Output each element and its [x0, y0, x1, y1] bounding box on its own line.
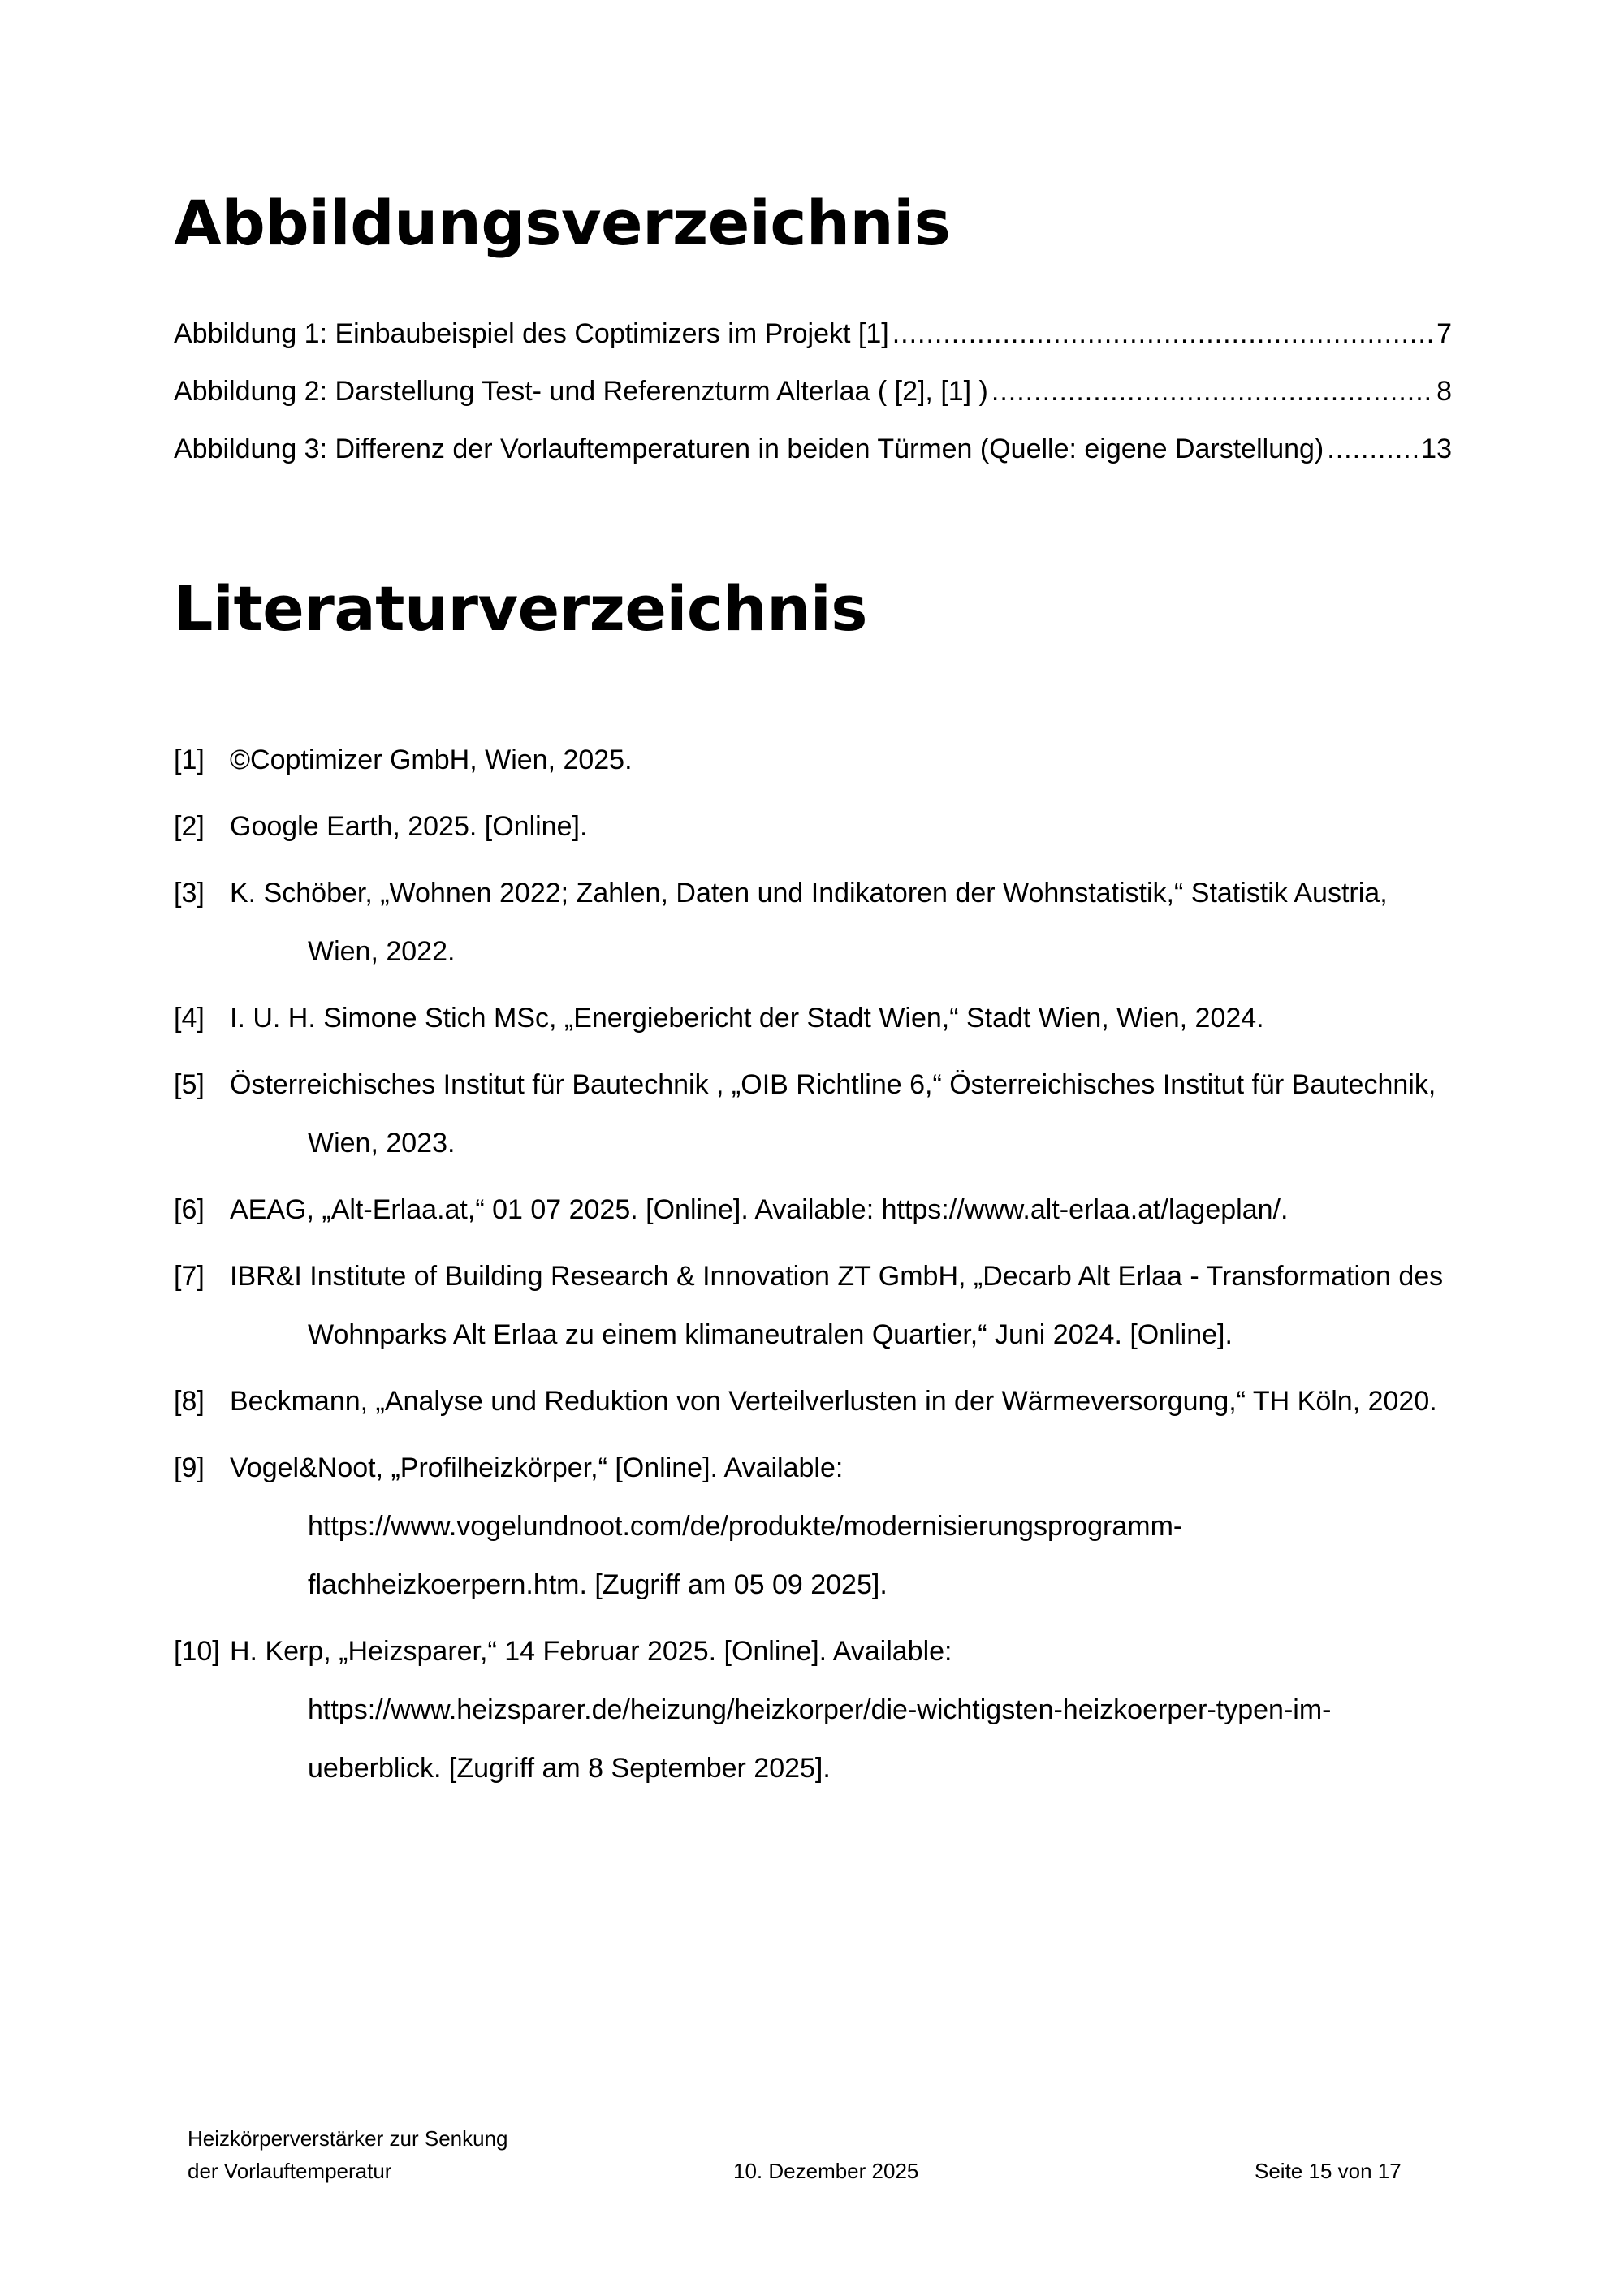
reference-entry — [174, 1622, 1473, 1798]
reference-number: [3] — [174, 878, 205, 908]
literature-heading: Literaturverzeichnis — [174, 572, 867, 645]
reference-entry — [174, 989, 1473, 1047]
footer-date: 10. Dezember 2025 — [733, 2159, 919, 2183]
reference-line: Österreichisches Institut für Bautechnik , „OIB Richtline 6,“ Österreichisches Institut für Bautechnik, — [230, 1069, 1436, 1100]
leader-dots — [1327, 429, 1418, 469]
figure-entry[interactable] — [174, 371, 1452, 429]
reference-text — [174, 1247, 1473, 1364]
reference-line: Google Earth, 2025. [Online]. — [230, 811, 588, 842]
reference-line: H. Kerp, „Heizsparer,“ 14 Februar 2025. [Online]. Available: — [230, 1636, 952, 1667]
reference-text — [174, 1055, 1473, 1172]
figure-label: Abbildung 2: Darstellung Test- und Referenzturm Alterlaa ( [2], [1] ) — [174, 376, 988, 407]
reference-line: AEAG, „Alt-Erlaa.at,“ 01 07 2025. [Online]. Available: https://www.alt-erlaa.at/lageplan/. — [230, 1194, 1289, 1225]
reference-number: [7] — [174, 1261, 205, 1292]
reference-entry — [174, 1180, 1473, 1239]
reference-entry — [174, 1247, 1473, 1364]
reference-text — [174, 1372, 1473, 1431]
reference-line: IBR&I Institute of Building Research & Innovation ZT GmbH, „Decarb Alt Erlaa - Transformation des — [230, 1261, 1444, 1292]
reference-line: https://www.heizsparer.de/heizung/heizkorper/die-wichtigsten-heizkoerper-typen-im- — [308, 1694, 1332, 1725]
reference-number: [5] — [174, 1069, 205, 1100]
reference-line: Wien, 2022. — [308, 936, 456, 967]
reference-entry — [174, 731, 1473, 789]
reference-text — [174, 1439, 1473, 1614]
reference-number: [10] — [174, 1636, 220, 1667]
reference-text — [174, 1622, 1473, 1798]
figure-entry[interactable] — [174, 429, 1452, 486]
reference-entry — [174, 864, 1473, 981]
reference-text — [174, 731, 1473, 789]
footer-title-line: der Vorlauftemperatur — [188, 2159, 392, 2183]
reference-number: [8] — [174, 1386, 205, 1417]
leader-dots — [991, 371, 1433, 412]
reference-text — [174, 797, 1473, 856]
reference-entry — [174, 1055, 1473, 1172]
leader-dots — [892, 313, 1433, 354]
reference-line: Beckmann, „Analyse und Reduktion von Verteilverlusten in der Wärmeversorgung,“ TH Köln, 2020. — [230, 1386, 1437, 1417]
reference-number: [9] — [174, 1452, 205, 1483]
reference-line: Wien, 2023. — [308, 1128, 456, 1159]
reference-line: Wohnparks Alt Erlaa zu einem klimaneutralen Quartier,“ Juni 2024. [Online]. — [308, 1319, 1233, 1350]
reference-line: https://www.vogelundnoot.com/de/produkte/modernisierungsprogramm- — [308, 1511, 1183, 1542]
reference-line: flachheizkoerpern.htm. [Zugriff am 05 09 2025]. — [308, 1569, 888, 1600]
figure-page: 13 — [1421, 434, 1452, 464]
reference-number: [4] — [174, 1003, 205, 1034]
reference-list — [174, 731, 1473, 1806]
figure-page: 7 — [1436, 318, 1452, 349]
reference-number: [2] — [174, 811, 205, 842]
reference-line: I. U. H. Simone Stich MSc, „Energiebericht der Stadt Wien,“ Stadt Wien, Wien, 2024. — [230, 1003, 1264, 1034]
footer-document-title — [188, 2122, 594, 2187]
figures-list — [174, 313, 1452, 486]
reference-text — [174, 989, 1473, 1047]
reference-text — [174, 1180, 1473, 1239]
reference-text — [174, 864, 1473, 981]
figure-page: 8 — [1436, 376, 1452, 407]
reference-number: [6] — [174, 1194, 205, 1225]
figures-heading: Abbildungsverzeichnis — [174, 187, 951, 259]
reference-line: Vogel&Noot, „Profilheizkörper,“ [Online]. Available: — [230, 1452, 844, 1483]
reference-line: ueberblick. [Zugriff am 8 September 2025]. — [308, 1753, 831, 1784]
footer-page-number: Seite 15 von 17 — [1255, 2159, 1402, 2183]
reference-line: ©Coptimizer GmbH, Wien, 2025. — [230, 744, 633, 775]
reference-line: K. Schöber, „Wohnen 2022; Zahlen, Daten und Indikatoren der Wohnstatistik,“ Statistik Austria, — [230, 878, 1388, 908]
reference-entry — [174, 1372, 1473, 1431]
figure-label: Abbildung 1: Einbaubeispiel des Coptimizers im Projekt [1] — [174, 318, 889, 349]
reference-number: [1] — [174, 744, 205, 775]
figure-label: Abbildung 3: Differenz der Vorlauftemperaturen in beiden Türmen (Quelle: eigene Darstellung) — [174, 434, 1324, 464]
figure-entry[interactable] — [174, 313, 1452, 371]
reference-entry — [174, 1439, 1473, 1614]
footer-title-line: Heizkörperverstärker zur Senkung — [188, 2126, 508, 2151]
reference-entry — [174, 797, 1473, 856]
